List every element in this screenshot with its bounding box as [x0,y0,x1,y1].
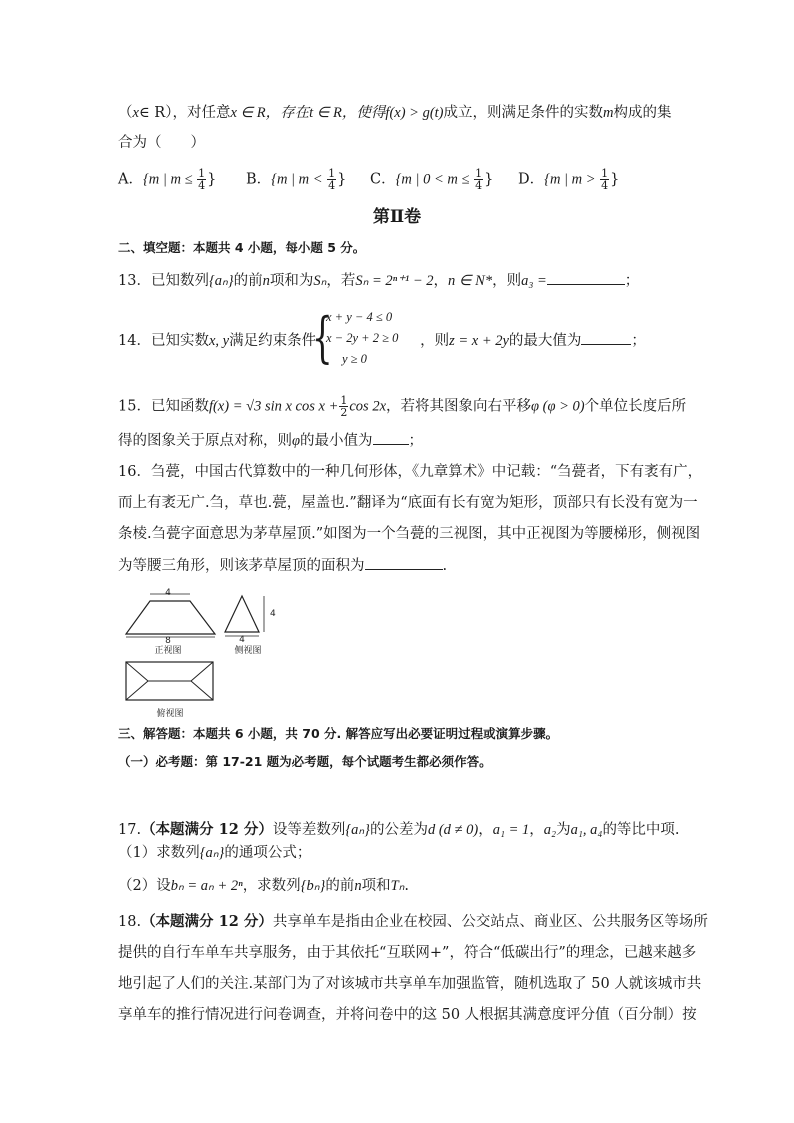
option-c-close: } [484,171,494,188]
q13-end: ； [624,273,640,289]
q16-line-2: 而上有袤无广.刍，草也.甍，屋盖也.”翻译为“底面有长有宽为矩形，顶部只有长没有宽为一 [118,495,698,511]
q14-answer-blank[interactable] [581,330,631,345]
q16-three-view-figure [118,582,288,722]
option-d-fraction [600,168,609,191]
q15-line2-text-b: 的最小值为 [300,433,373,449]
q17-sub1-text-a: （1）求数列 [118,845,200,861]
question-15-line-2 [118,430,423,451]
q17-sub2-n: n [354,878,362,894]
q17-a1a4: a₁, a₄ [570,822,603,838]
q18-line-4: 享单车的推行情况进行问卷调查，并将问卷中的这 50 人根据其满意度评分值（百分制）按 [118,1007,697,1023]
q15-end: ； [408,433,424,449]
option-c-den: 4 [475,179,483,192]
q14-constraint-2: x − 2y + 2 ≥ 0 [326,331,399,345]
question-17 [118,820,680,840]
side-height-dim: 4 [270,609,276,619]
front-bottom-dim: 8 [165,636,171,646]
question-15-line-1 [118,395,686,418]
option-b-label: B． [246,171,272,188]
option-c[interactable] [370,168,493,191]
q15-den: 2 [340,406,348,419]
q17-sub-2 [118,876,409,896]
q14-constraint-3: y ≥ 0 [342,352,367,366]
q17-text-c: ， [478,822,493,838]
option-a-den: 4 [198,179,206,192]
q14-vars: x, y [208,333,230,349]
q15-function-tail: cos 2x [349,398,386,415]
front-view-caption: 正视图 [154,646,182,656]
top-view-edge-3 [191,662,213,681]
q13-condition: n ∈ N* [448,273,493,289]
option-c-num: 1 [475,167,483,180]
q13-formula: Sₙ = 2ⁿ⁺¹ − 2 [355,273,434,289]
top-view-caption: 俯视图 [156,709,184,719]
front-top-dim: 4 [165,588,171,598]
q12-text-c: x ∈ R，存在 [230,105,310,121]
q14-constraint-1: x + y − 4 ≤ 0 [326,310,393,324]
q13-text-e: ， [433,273,449,289]
q14-constraint-system [312,308,412,372]
q13-answer-blank[interactable] [547,270,625,285]
q17-sub2-text-c: ，求数列 [242,878,301,894]
q14-text-a: 14．已知实数 [118,333,209,349]
option-b[interactable] [246,168,346,191]
q12-line-1 [118,103,672,123]
q17-number: 17. [118,822,142,838]
part-2-title: 第Ⅱ卷 [372,207,422,227]
q18-line-1 [118,912,708,932]
q12-text-b: ∈ R），对任意 [138,105,231,121]
q17-text-e: 为 [556,822,571,838]
option-c-label: C． [370,171,396,188]
q17-a1: a₁ = 1 [492,822,530,838]
option-d-close: } [610,171,620,188]
q15-text-b: ，若将其图象向右平移 [386,398,531,415]
option-a-num: 1 [198,167,206,180]
q17-score: （本题满分 12 分） [141,821,273,838]
q17-text-f: 的等比中项. [602,822,680,838]
q15-answer-blank[interactable] [373,430,409,445]
option-b-fraction [327,168,336,191]
side-view-caption: 侧视图 [234,646,262,656]
front-view-trapezoid [126,601,215,634]
q17-text-d: ， [529,822,544,838]
option-d-den: 4 [601,179,609,192]
q14-objective: z = x + 2y [449,333,509,349]
q17-seq: {aₙ} [345,822,370,838]
fill-in-header: 二、填空题：本题共 4 小题，每小题 5 分。 [118,240,366,255]
q17-sub2-T: Tₙ [390,878,405,894]
q18-line-2: 提供的自行车单车共享服务，由于其依托“互联网+”，符合“低碳出行”的理念，已越来越多 [118,945,697,961]
q13-text-c: 项和为 [269,273,314,289]
q17-sub2-text-e: 项和 [361,878,391,894]
option-a[interactable] [118,168,216,191]
q17-sub1-seq: {aₙ} [199,845,225,861]
required-header: （一）必考题：第 17-21 题为必考题，每个试题考生都必须作答。 [118,754,492,769]
q12-text-f: 成立，则满足条件的实数 [443,105,604,121]
option-a-set: {m | m ≤ [142,171,197,188]
side-view-triangle [225,596,259,632]
option-d-num: 1 [601,167,609,180]
q17-text-b: 的公差为 [369,822,428,838]
top-view [126,662,213,719]
q15-num: 1 [340,394,348,407]
front-view [126,588,215,656]
q13-text-b: 的前 [233,273,263,289]
q12-options [118,168,678,194]
q15-line2-phi: φ [292,433,301,449]
option-b-close: } [337,171,347,188]
option-b-set: {m | m < [271,171,327,188]
q17-sub-1 [118,843,311,863]
q15-text-c: 个单位长度后所 [584,398,687,415]
option-d-label: D． [518,171,545,188]
q12-var-x: x [132,105,139,121]
q12-text-d: t ∈ R，使得 [309,105,386,121]
q17-d: d (d ≠ 0) [427,822,479,838]
q13-n: n [262,273,270,289]
side-view [225,596,276,656]
q14-text-c: ，则 [420,333,450,349]
q17-sub2-text-a: （2）设 [118,878,171,894]
q17-sub2-seq: {bₙ} [300,878,326,894]
q14-text-b: 满足约束条件 [229,333,317,349]
q13-text-d: ，若 [326,273,356,289]
q17-sub1-text-b: 的通项公式； [224,845,312,861]
q12-var-m: m [603,105,614,121]
q17-sub2-text-d: 的前 [325,878,355,894]
q13-text-a: 13．已知数列 [118,273,209,289]
option-b-den: 4 [328,179,336,192]
option-d[interactable] [518,168,619,191]
q14-end: ； [631,333,646,349]
top-view-edge-4 [191,681,213,700]
q15-fraction [339,395,348,418]
top-view-edge-2 [126,681,148,700]
q16-answer-blank[interactable] [365,555,443,570]
q16-line-4-text: 为等腰三角形，则该茅草屋顶的面积为 [118,558,365,574]
side-bottom-dim: 4 [239,635,245,645]
q13-seq: {aₙ} [208,273,234,289]
q17-a2: a₂ [543,822,557,838]
q16-line-1: 16．刍甍，中国古代算数中的一种几何形体，《九章算术》中记载：“刍甍者，下有袤有广， [118,464,703,480]
q17-sub2-formula: bₙ = aₙ + 2ⁿ [170,878,243,894]
option-c-set: {m | 0 < m ≤ [395,171,474,188]
option-d-set: {m | m > [544,171,600,188]
q15-function: f(x) = √3 sin x cos x + [208,398,339,415]
q12-line-2: 合为（ ） [118,135,205,151]
q15-phi: φ (φ > 0) [531,398,585,415]
q12-text-g: 构成的集 [613,105,672,121]
question-13 [118,270,639,291]
q15-text-a: 15．已知函数 [118,398,209,415]
q16-line-3: 条棱.刍甍字面意思为茅草屋顶.”如图为一个刍甍的三视图，其中正视图为等腰梯形，侧视图 [118,526,701,542]
q16-end: . [442,558,448,574]
q14-text-d: 的最大值为 [508,333,582,349]
q18-number: 18. [118,914,142,930]
option-b-num: 1 [328,167,336,180]
q12-text-a: （ [118,105,133,121]
q15-line2-text: 得的图象关于原点对称，则 [118,433,292,449]
option-a-label: A． [118,171,143,188]
top-view-edge-1 [126,662,148,681]
q16-line-4 [118,555,447,576]
option-c-fraction [474,168,483,191]
solve-header: 三、解答题：本题共 6 小题，共 70 分. 解答应写出必要证明过程或演算步骤。 [118,726,559,741]
q17-sub2-end: . [404,878,410,894]
option-a-fraction [197,168,206,191]
q18-score: （本题满分 12 分） [141,913,273,930]
q13-sn: Sₙ [313,273,327,289]
option-a-close: } [207,171,217,188]
q14-brace: { [312,306,333,369]
q18-line-3: 地引起了人们的关注.某部门为了对该城市共享单车加强监管，随机选取了 50 人就该城市共 [118,976,702,992]
q18-line-1-text: 共享单车是指由企业在校园、公交站点、商业区、公共服务区等场所 [272,914,708,930]
q13-a3: a₃ = [521,273,547,289]
q12-formula: f(x) > g(t) [385,105,444,121]
q17-text-a: 设等差数列 [272,822,346,838]
q13-text-f: ，则 [492,273,522,289]
